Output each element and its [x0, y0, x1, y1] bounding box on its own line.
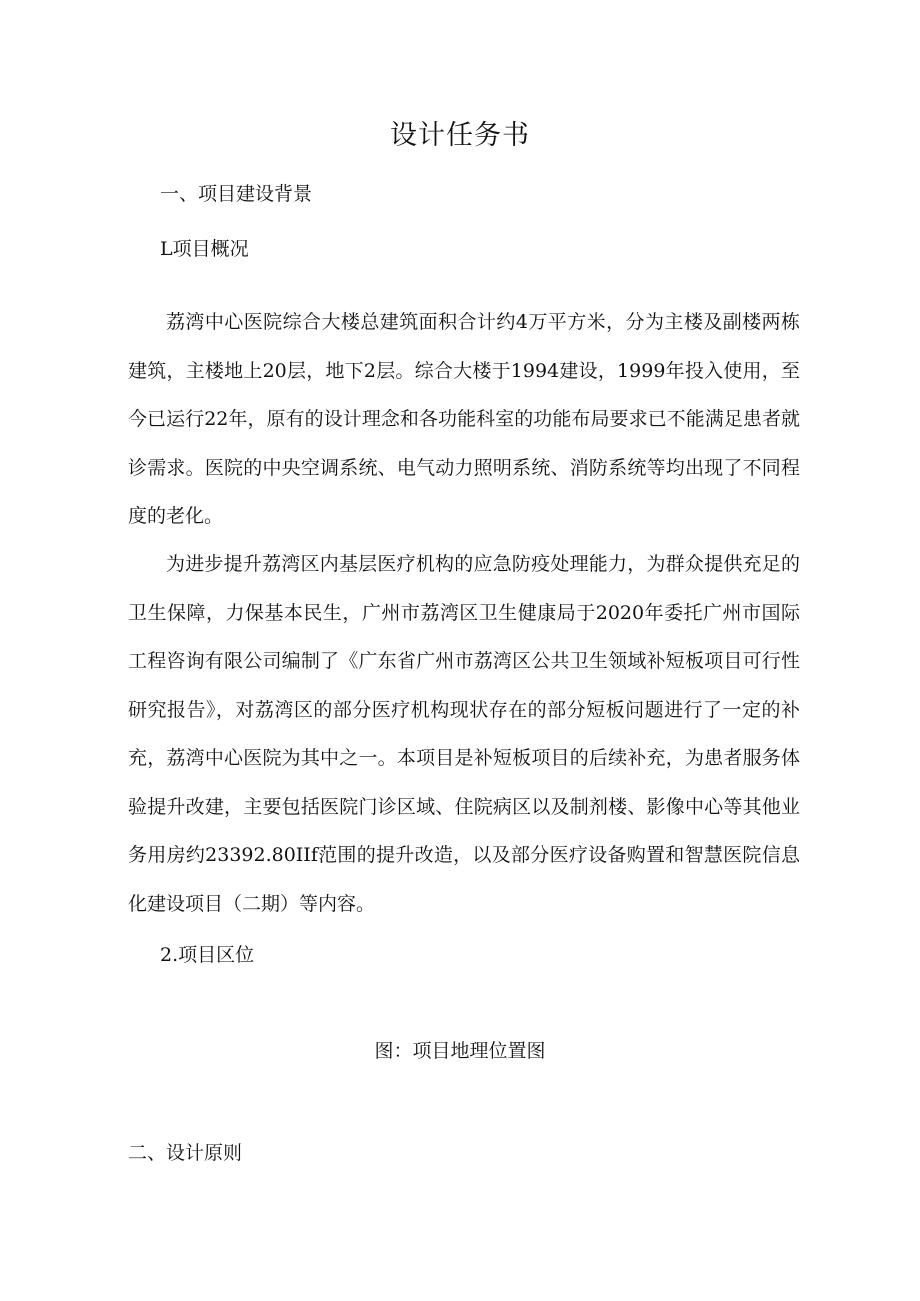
- subsection-heading-location: 2.项目区位: [160, 944, 255, 966]
- section-heading-background: 一、项目建设背景: [160, 183, 313, 205]
- document-title: 设计任务书: [390, 120, 530, 151]
- paragraph-overview: 荔湾中心医院综合大楼总建筑面积合计约4万平方米，分为主楼及副楼两栋建筑，主楼地上20层，地下2层。综合大楼于1994建设，1999年投入使用，至今已运行22年，原有的设计理念和各功能科室的功能布局要求已不能满足患者就诊需求。医院的中央空调系统、电气动力照明系统、消防系统等均出现了不同程度的老化。: [128, 311, 800, 527]
- paragraph-background-detail: 为进步提升荔湾区内基层医疗机构的应急防疫处理能力，为群众提供充足的卫生保障，力保基本民生，广州市荔湾区卫生健康局于2020年委托广州市国际工程咨询有限公司编制了《广东省广州市荔湾区公共卫生领域补短板项目可行性研究报告》，对荔湾区的部分医疗机构现状存在的部分短板问题进行了一定的补充，荔湾中心医院为其中之一。本项目是补短板项目的后续补充，为患者服务体验提升改建，主要包括医院门诊区域、住院病区以及制剂楼、影像中心等其他业务用房约23392.80IIf范围的提升改造，以及部分医疗设备购置和智慧医院信息化建设项目（二期）等内容。: [128, 553, 800, 915]
- figure-caption: 图：项目地理位置图: [374, 1040, 546, 1062]
- subsection-heading-overview: L项目概况: [160, 238, 249, 260]
- section-heading-principles: 二、设计原则: [128, 1142, 243, 1164]
